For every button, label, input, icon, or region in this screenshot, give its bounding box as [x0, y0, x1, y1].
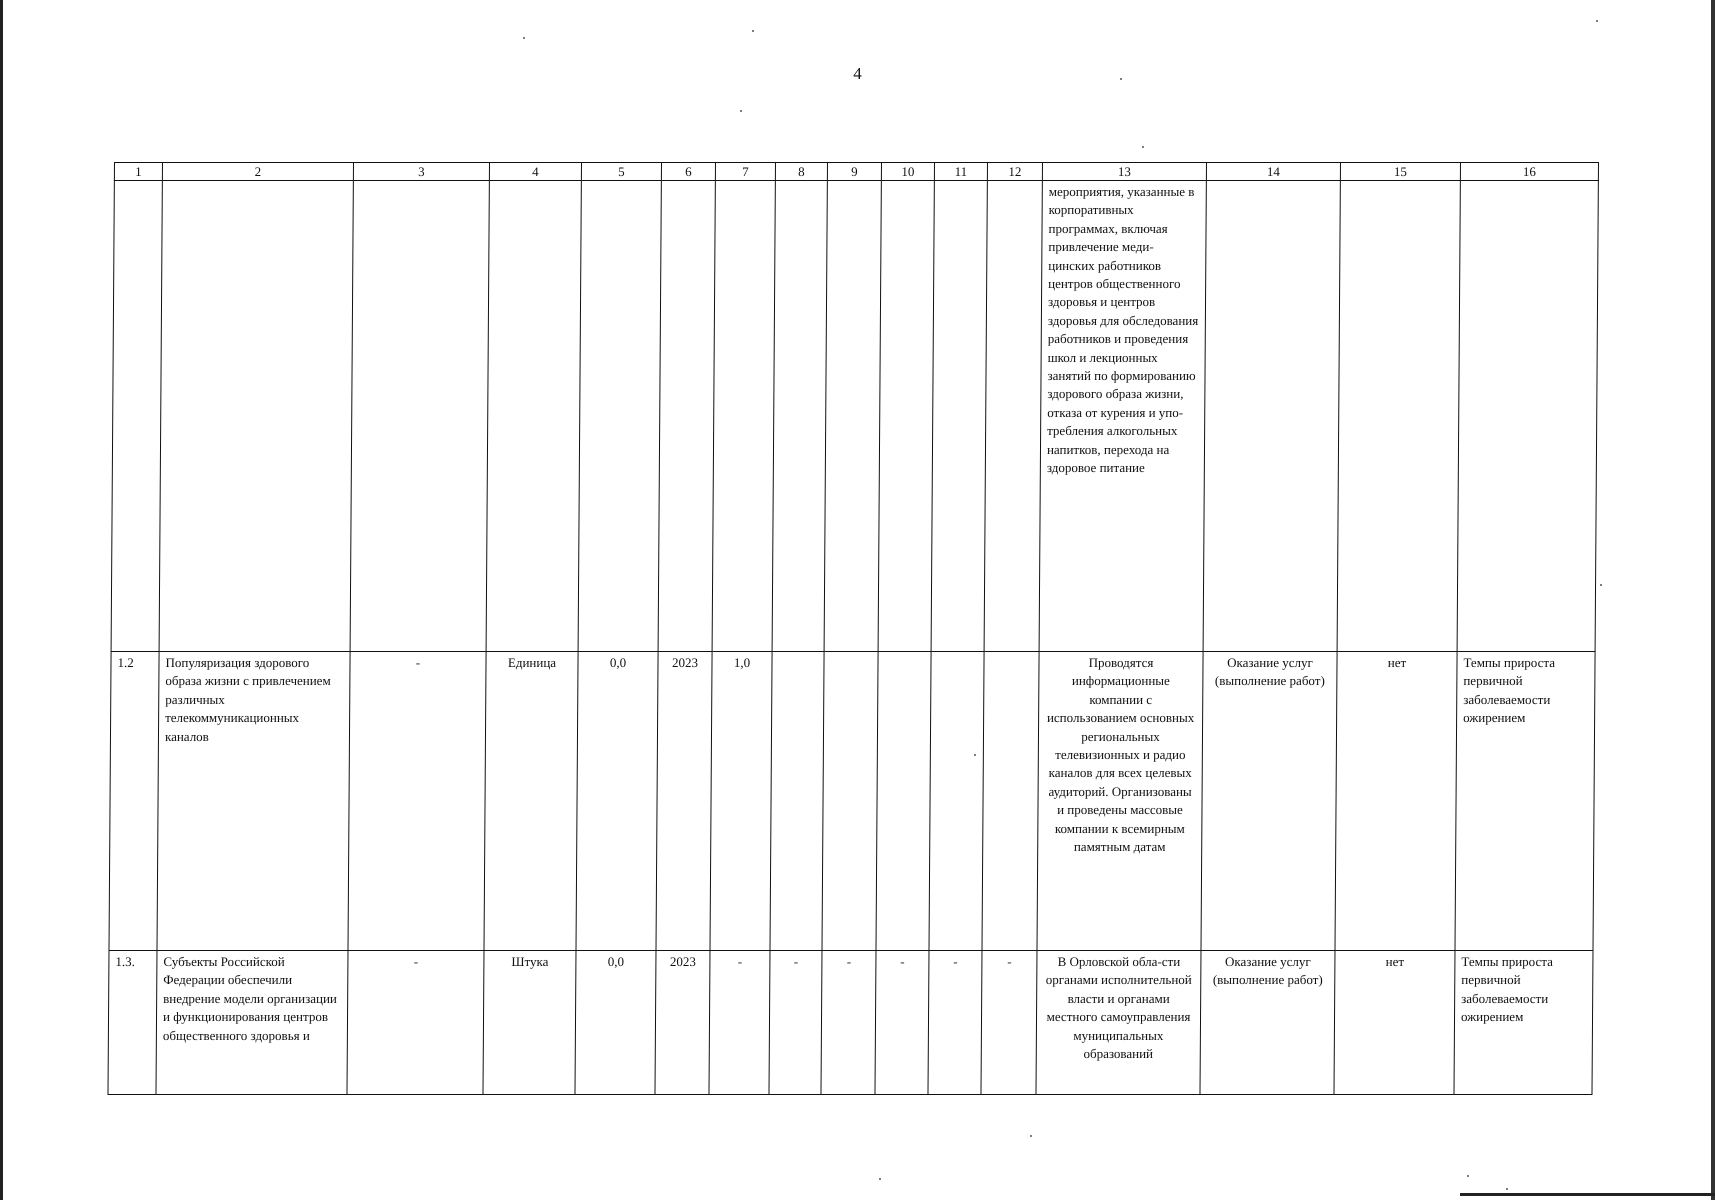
scan-left-edge [0, 0, 3, 1200]
scan-speck [523, 37, 525, 39]
scan-bottom-edge [1460, 1193, 1715, 1196]
scan-speck [974, 754, 976, 756]
cell-col3 [350, 181, 489, 652]
column-header-8: 8 [775, 163, 827, 181]
cell-col10 [876, 652, 931, 951]
cell-col8 [772, 181, 827, 652]
cell-col7: 1,0 [710, 652, 772, 951]
column-header-13: 13 [1042, 163, 1206, 181]
data-table [107, 162, 1599, 1095]
cell-col15: нет [1334, 951, 1455, 1095]
cell-col12 [982, 652, 1039, 951]
column-header-14: 14 [1206, 163, 1340, 181]
scan-speck [1030, 1135, 1032, 1137]
cell-col11 [929, 652, 984, 951]
cell-indicator: Темпы прироста первичной заболеваемости ожирением [1455, 652, 1595, 951]
cell-col7 [712, 181, 775, 652]
cell-col8 [770, 652, 824, 951]
column-header-11: 11 [934, 163, 987, 181]
cell-col9 [822, 652, 878, 951]
cell-description: Проводятся информационные компании с использованием основных региональных телевизионных и радио каналов для всех целевых аудиторий. Организованы и проведены массовые компании к всемирным памятным датам [1037, 652, 1203, 951]
table-row [109, 652, 1595, 951]
scan-speck [752, 30, 754, 32]
cell-unit [486, 181, 581, 652]
cell-col15: нет [1335, 652, 1457, 951]
cell-type: Оказание услуг (выполнение работ) [1201, 652, 1337, 951]
cell-indicator: Темпы прироста первичной заболеваемости ожирением [1454, 951, 1593, 1095]
scan-speck [1506, 1188, 1508, 1190]
cell-col10: - [875, 951, 929, 1095]
cell-col11: - [928, 951, 982, 1095]
column-header-5: 5 [581, 163, 661, 181]
cell-base-year: 2023 [656, 652, 712, 951]
cell-unit: Штука [483, 951, 576, 1095]
column-header-9: 9 [827, 163, 881, 181]
table-row [108, 951, 1593, 1095]
cell-name: Субъекты Российской Федерации обеспечили внедрение модели организации и функционирования центров общественного здоровья и [156, 951, 348, 1095]
cell-col7: - [709, 951, 770, 1095]
column-header-12: 12 [987, 163, 1042, 181]
column-header-6: 6 [661, 163, 715, 181]
cell-name: Популяризация здорового образа жизни с привлечением различных телекоммуникационных каналов [157, 652, 350, 951]
column-header-16: 16 [1460, 163, 1598, 181]
cell-col12 [984, 181, 1042, 652]
cell-col3: - [347, 951, 484, 1095]
cell-number: 1.2 [109, 652, 159, 951]
cell-col9: - [821, 951, 876, 1095]
column-header-3: 3 [353, 163, 489, 181]
column-header-10: 10 [881, 163, 934, 181]
cell-base-year [658, 181, 715, 652]
cell-col3: - [348, 652, 486, 951]
cell-col15 [1337, 181, 1460, 652]
scan-speck [740, 110, 742, 112]
scan-speck [1120, 78, 1122, 80]
header-row [114, 163, 1598, 181]
cell-unit: Единица [484, 652, 578, 951]
scan-speck [879, 1178, 881, 1180]
scan-speck [1467, 1175, 1469, 1177]
scan-speck [1600, 584, 1602, 586]
cell-col12: - [981, 951, 1037, 1095]
cell-number: 1.3. [108, 951, 157, 1095]
cell-name [159, 181, 353, 652]
table-row [111, 181, 1598, 652]
scan-speck [1142, 146, 1144, 148]
scan-speck [1596, 20, 1598, 22]
cell-description: В Орловской обла-сти органами исполнительной власти и органами местного самоуправления муниципальных образований [1036, 951, 1201, 1095]
cell-base-year: 2023 [655, 951, 710, 1095]
cell-description: мероприятия, указанные в корпоративных программах, включая привлечение меди-цинских работников центров общественного здоровья и центров здоровья для обследования работников и проведения школ и лекционных занятий по формированию здорового образа жизни, отказа от курения и упо-требления алкогольных напитков, перехода на здоровое питание [1039, 181, 1206, 652]
scan-right-edge [1711, 0, 1715, 1200]
cell-col8: - [769, 951, 822, 1095]
cell-number [111, 181, 162, 652]
cell-col9 [824, 181, 881, 652]
column-header-7: 7 [715, 163, 775, 181]
column-header-4: 4 [489, 163, 581, 181]
cell-base-value: 0,0 [576, 652, 658, 951]
cell-col11 [931, 181, 987, 652]
page-number: 4 [853, 64, 862, 83]
cell-base-value [578, 181, 661, 652]
column-header-1: 1 [114, 163, 162, 181]
cell-type: Оказание услуг (выполнение работ) [1200, 951, 1335, 1095]
column-header-15: 15 [1340, 163, 1460, 181]
cell-type [1203, 181, 1340, 652]
column-header-2: 2 [162, 163, 353, 181]
cell-base-value: 0,0 [575, 951, 656, 1095]
cell-col10 [878, 181, 934, 652]
cell-indicator [1457, 181, 1598, 652]
